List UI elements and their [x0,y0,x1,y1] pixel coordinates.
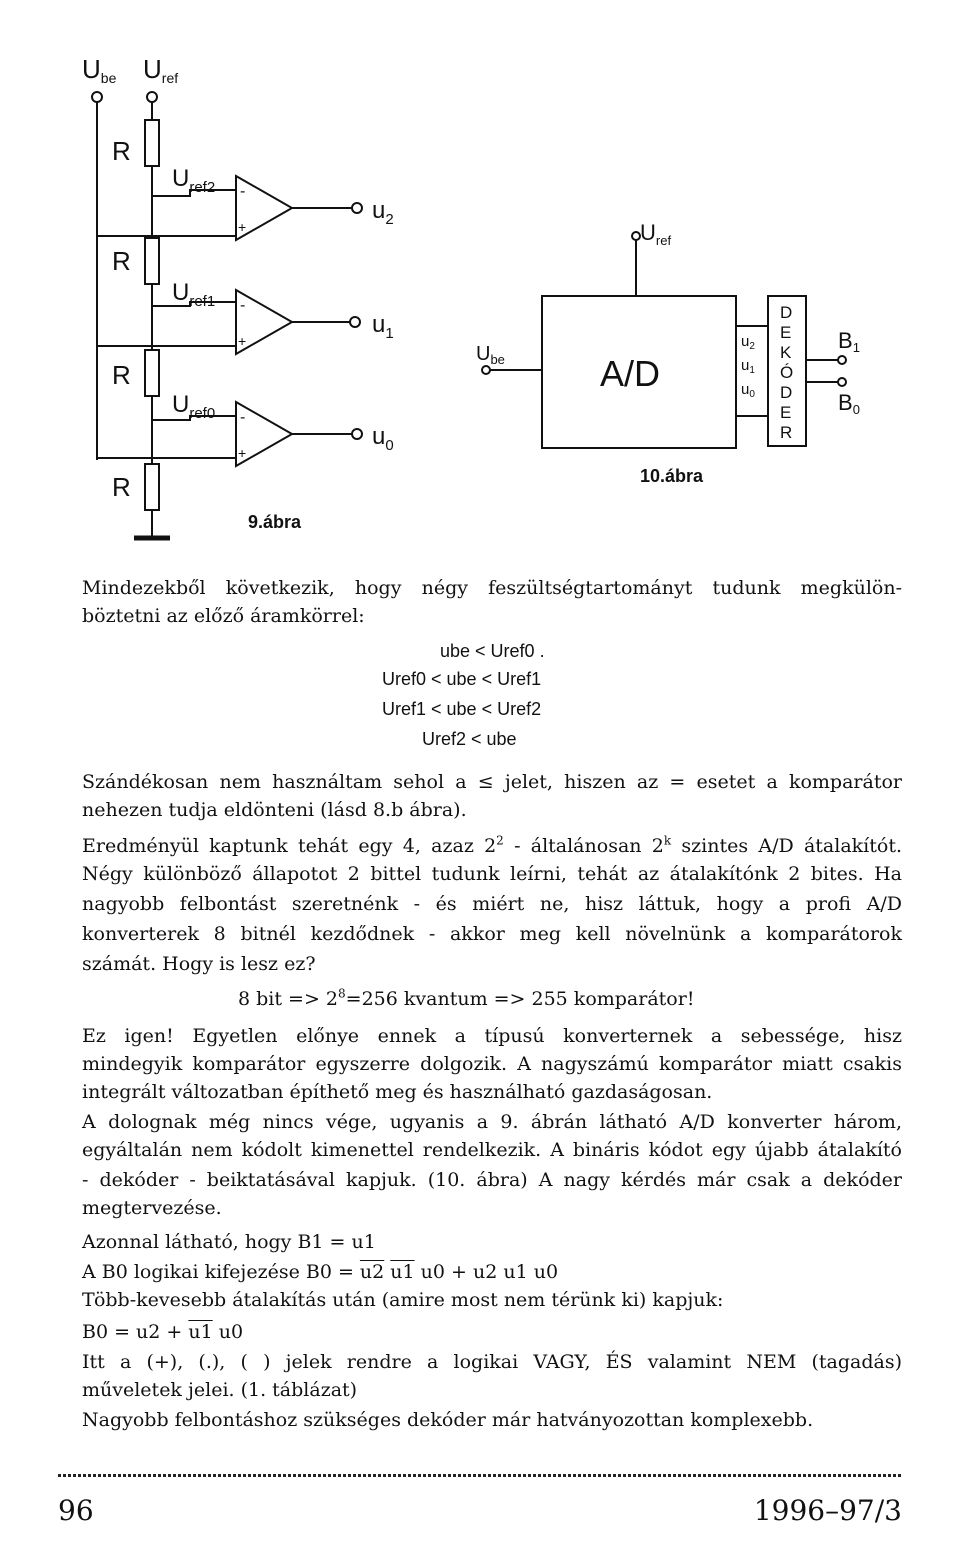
paragraph-11-line-2: műveletek jelei. (1. táblázat) [82,1379,358,1401]
plus-sign-1: + [238,333,247,349]
paragraph-6-line-4: megtervezése. [82,1197,222,1219]
p10-part1: B0 = u2 + [82,1321,189,1343]
uref0-label: $U_{ref0}$ [172,391,216,422]
footer-rule [58,1474,903,1477]
p10-u1-negated: u1 [188,1321,213,1343]
resistor-label-1: R [112,136,131,166]
uref1-label: $U_{ref1}$ [172,279,216,310]
paragraph-5-line-3: integrált változatban építhető meg és használható gazdaságosan. [82,1081,713,1103]
plus-sign-2: + [238,219,247,235]
paragraph-3-line-2: Négy különböző állapotot 2 bittel tudunk leírni, tehát az átalakítónk 2 bites. Ha [82,863,902,885]
output-u1-label: $u_1$ [372,311,394,342]
output-u0-terminal [352,429,362,439]
paragraph-2-line-1: Szándékosan nem használtam sehol a ≤ jelet, hiszen az = esetet a komparátor [82,771,902,793]
p10-part2: u0 [212,1321,244,1343]
p3-part1: Eredményül kaptunk tehát egy 4, azaz 2 [82,835,497,857]
resistor-3 [145,350,159,396]
issue-number: 1996–97/3 [753,1494,902,1527]
paragraph-9: Több-kevesebb átalakítás után (amire most nem térünk ki) kapjuk: [82,1289,724,1311]
figure-10-caption: 10.ábra [640,466,704,486]
minus-sign-1: - [240,297,246,314]
uref-label: Uref [143,54,179,86]
p4-part1: 8 bit => 2 [238,988,339,1010]
output-u1-terminal [350,317,360,327]
resistor-label-4: R [112,472,131,502]
output-b0-label: B0 [838,390,860,417]
ube-terminal [92,92,102,102]
ube-input-label: $U_{be}$ [476,343,505,367]
output-u2-terminal [352,203,362,213]
p3-sup1: 2 [496,833,504,848]
paragraph-2-line-2: nehezen tudja eldönteni (lásd 8.b ábra). [82,799,467,821]
output-u0-label: $u_0$ [372,423,394,454]
inequality-2: Uref0 < ube < Uref1 [382,669,542,689]
p3-sup2: k [663,833,672,848]
circuit-figures [0,0,960,560]
ad-out-u0: $u_0$ [741,381,755,400]
figure-9-caption: 9.ábra [248,512,302,532]
paragraph-10 [82,1318,902,1346]
uref-terminal [147,92,157,102]
paragraph-12: Nagyobb felbontáshoz szükséges dekóder már hatványozottan komplexebb. [82,1409,814,1431]
b0-terminal [838,378,846,386]
inequality-4: Uref2 < ube [422,729,517,749]
resistor-4 [145,464,159,510]
ad-label: A/D [600,353,661,394]
paragraph-7: Azonnal látható, hogy B1 = u1 [82,1231,376,1253]
output-b1-label: B1 [838,328,860,355]
p3-part2: - általánosan 2 [503,835,664,857]
ad-out-u1: $u_1$ [741,357,755,376]
paragraph-4 [238,986,694,1012]
inequality-3: Uref1 < ube < Uref2 [382,699,542,719]
p4-part2: =256 kvantum => 255 komparátor! [345,988,695,1010]
resistor-label-2: R [112,246,131,276]
uref-input-label: $U_{ref}$ [640,220,672,248]
decoder-letter-2: E [780,323,792,342]
decoder-letter-3: K [780,343,792,362]
minus-sign-0: - [240,409,246,426]
output-u2-label: $u_2$ [372,197,394,228]
decoder-letter-4: Ó [780,363,794,382]
paragraph-6-line-3: - dekóder - beiktatásával kapjuk. (10. ábra) A nagy kérdés már csak a dekóder [82,1169,902,1191]
paragraph-1-line-2: böztetni az előző áramkörrel: [82,605,365,627]
decoder-letter-5: D [780,383,793,402]
paragraph-3-line-3: nagyobb felbontást szeretnénk - és miért ne, hisz láttuk, hogy a profi A/D [82,893,902,915]
figure-9 [92,92,362,538]
decoder-letter-7: R [780,423,793,442]
p8-u1-negated: u1 [390,1261,415,1283]
paragraph-3-line-1 [82,832,902,860]
resistor-1 [145,120,159,166]
decoder-letter-6: E [780,403,792,422]
ad-out-u2: $u_2$ [741,333,755,352]
uref2-label: $U_{ref2}$ [172,165,216,196]
uref-input-terminal [632,232,640,240]
p3-part3: szintes A/D átalakítót. [671,835,902,857]
paragraph-3-line-5: számát. Hogy is lesz ez? [82,953,316,975]
p4-sup: 8 [338,986,346,1001]
paragraph-11-line-1: Itt a (+), (.), ( ) jelek rendre a logikai VAGY, ÉS valamint NEM (tagadás) [82,1351,902,1373]
p8-rest: u0 + u2 u1 u0 [414,1261,559,1283]
plus-sign-0: + [238,445,247,461]
ube-label: Ube [82,54,117,86]
figure-10 [482,232,846,448]
ube-input-terminal [482,366,490,374]
paragraph-5-line-2: mindegyik komparátor egyszerre dolgozik. A nagyszámú komparátor miatt csakis [82,1053,902,1075]
p8-part1: A B0 logikai kifejezése B0 = [82,1261,360,1283]
resistor-label-3: R [112,360,131,390]
inequality-1: ube < Uref0 . [440,641,545,661]
paragraph-6-line-2: egyáltalán nem kódolt kimenettel rendelkezik. A bináris kódot egy újabb átalakító [82,1139,902,1161]
p8-u2-negated: u2 [359,1261,385,1283]
page-number: 96 [58,1494,94,1527]
paragraph-1-line-1: Mindezekből következik, hogy négy feszültségtartományt tudunk megkülön- [82,577,902,599]
paragraph-8 [82,1258,902,1286]
paragraph-5-line-1: Ez igen! Egyetlen előnye ennek a típusú konverternek a sebessége, hisz [82,1025,902,1047]
decoder-letter-1: D [780,303,793,322]
paragraph-6-line-1: A dolognak még nincs vége, ugyanis a 9. ábrán látható A/D konverter három, [82,1111,902,1133]
minus-sign-2: - [240,183,246,200]
resistor-2 [145,238,159,284]
b1-terminal [838,356,846,364]
paragraph-3-line-4: konverterek 8 bitnél kezdődnek - akkor meg kell növelnünk a komparátorok [82,923,902,945]
